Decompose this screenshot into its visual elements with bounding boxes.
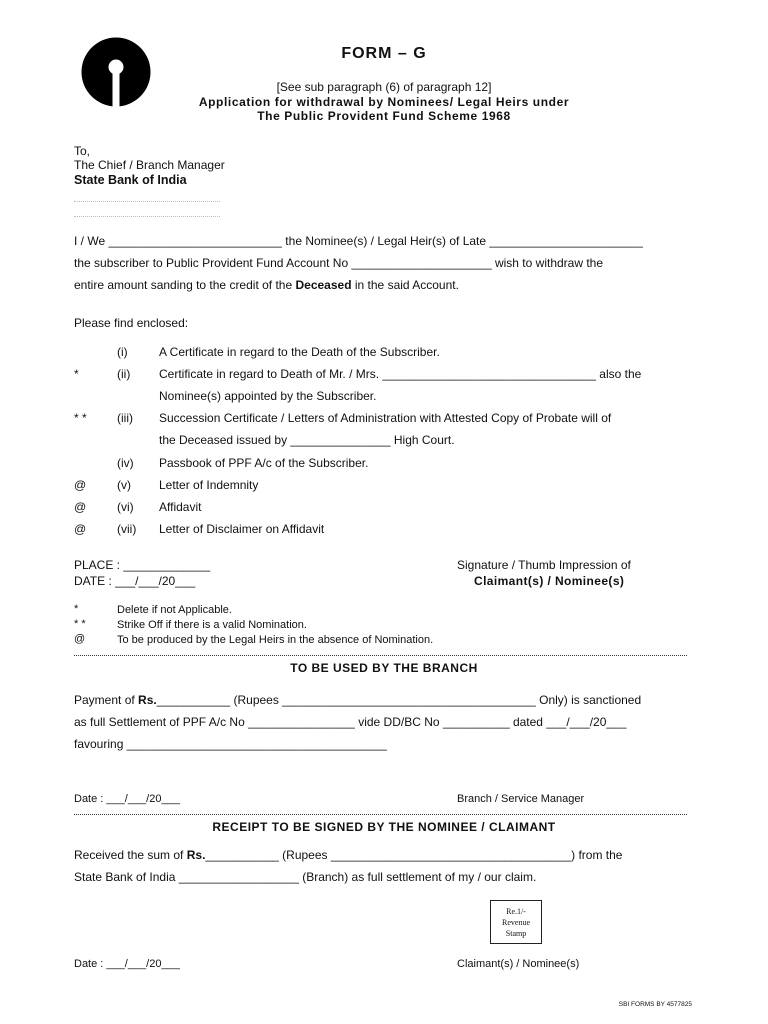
addressee-manager: The Chief / Branch Manager	[74, 158, 225, 172]
enclosure-num: (iv)	[117, 456, 134, 470]
place-field: PLACE : _____________	[74, 558, 211, 572]
branch-date: Date : ___/___/20___	[74, 793, 180, 805]
enclosure-text: Certificate in regard to Death of Mr. / Mrs. ________________________________ also the	[159, 367, 642, 381]
enclosure-mark: *	[74, 367, 79, 381]
enclosure-num: (vi)	[117, 500, 134, 514]
enclosure-text-cont: Nominee(s) appointed by the Subscriber.	[159, 389, 377, 403]
enclosure-num: (ii)	[117, 367, 131, 381]
receipt-claimant-label: Claimant(s) / Nominee(s)	[457, 958, 580, 970]
payment-line2	[74, 715, 691, 729]
declaration-line3-end: in the said Account.	[354, 278, 459, 292]
enclosure-text: Letter of Indemnity	[159, 478, 259, 492]
enclosure-mark: @	[74, 522, 87, 536]
stamp-line: Stamp	[505, 928, 527, 938]
favouring-line: favouring _______________________________________	[74, 737, 387, 751]
signature-label: Signature / Thumb Impression of	[457, 558, 631, 572]
note-text: Delete if not Applicable.	[117, 604, 232, 616]
addressee-to: To,	[74, 144, 91, 158]
revenue-stamp-box	[490, 900, 542, 944]
payment-rest: ___________ (Rupees ______________________________________ Only) is sanctioned	[156, 693, 642, 707]
claimant-label: Claimant(s) / Nominee(s)	[474, 574, 625, 588]
enclosure-num: (iii)	[117, 411, 133, 425]
enclosed-heading: Please find enclosed:	[74, 316, 189, 330]
stamp-line: Revenue	[502, 917, 530, 927]
enclosure-num: (i)	[117, 345, 128, 359]
enclosure-num: (vii)	[117, 522, 137, 536]
declaration-line1-text: I / We __________________________ the Nominee(s) / Legal Heir(s) of Late _______________________	[74, 234, 643, 248]
receipt-line1-text	[74, 848, 622, 862]
note-text: To be produced by the Legal Heirs in the absence of Nomination.	[117, 634, 434, 646]
enclosure-text: Succession Certificate / Letters of Administration with Attested Copy of Probate will of	[159, 411, 612, 425]
branch-manager-label: Branch / Service Manager	[457, 793, 585, 805]
section-divider	[74, 655, 687, 656]
payment-line2-text: as full Settlement of PPF A/c No ________________ vide DD/BC No __________ dated ___/___/20___	[74, 715, 627, 729]
enclosure-text: Passbook of PPF A/c of the Subscriber.	[159, 456, 369, 470]
payment-line1-text	[74, 693, 641, 707]
declaration-line2	[74, 256, 691, 270]
enclosure-mark: @	[74, 478, 87, 492]
payment-line1	[74, 693, 691, 707]
application-title-line1: Application for withdrawal by Nominees/ Legal Heirs under	[198, 95, 570, 109]
payment-label: Payment of	[74, 693, 135, 707]
enclosure-num: (v)	[117, 478, 131, 492]
enclosure-mark: * *	[74, 411, 87, 425]
declaration-line3-text: entire amount sanding to the credit of the	[74, 278, 293, 292]
sub-paragraph-ref: [See sub paragraph (6) of paragraph 12]	[276, 80, 492, 94]
declaration-line2-text: the subscriber to Public Provident Fund Account No _____________________ wish to withdraw the	[74, 256, 604, 270]
enclosure-mark: @	[74, 500, 87, 514]
branch-heading: TO BE USED BY THE BRANCH	[290, 661, 478, 675]
receipt-label: Received the sum of	[74, 848, 184, 862]
receipt-rest: ___________ (Rupees ____________________________________) from the	[205, 848, 623, 862]
address-line	[74, 216, 220, 217]
note-mark: * *	[74, 618, 86, 630]
receipt-heading: RECEIPT TO BE SIGNED BY THE NOMINEE / CLAIMANT	[212, 820, 556, 834]
declaration-line1	[74, 234, 691, 248]
enclosure-text: A Certificate in regard to the Death of the Subscriber.	[159, 345, 440, 359]
receipt-date: Date : ___/___/20___	[74, 958, 180, 970]
note-mark: @	[74, 633, 86, 645]
enclosure-text-cont: the Deceased issued by _______________ High Court.	[159, 433, 455, 447]
section-divider	[74, 814, 687, 815]
stamp-line: Re.1/-	[506, 906, 526, 916]
receipt-line2: State Bank of India __________________ (Branch) as full settlement of my / our claim.	[74, 870, 537, 884]
footer-code: SBI FORMS BY 4577825	[618, 1001, 692, 1008]
address-line	[74, 201, 220, 202]
receipt-line1	[74, 848, 691, 862]
application-title-line2: The Public Provident Fund Scheme 1968	[257, 109, 511, 123]
declaration-line3	[74, 278, 459, 292]
note-text: Strike Off if there is a valid Nomination.	[117, 619, 307, 631]
date-field: DATE : ___/___/20___	[74, 574, 196, 588]
deceased-label: Deceased	[295, 278, 352, 292]
enclosure-text: Letter of Disclaimer on Affidavit	[159, 522, 325, 536]
addressee-bank: State Bank of India	[74, 173, 187, 187]
note-mark: *	[74, 603, 79, 615]
form-title: FORM – G	[341, 45, 427, 62]
payment-rs: Rs.	[138, 693, 157, 707]
receipt-rs: Rs.	[186, 848, 206, 862]
enclosure-text: Affidavit	[159, 500, 202, 514]
